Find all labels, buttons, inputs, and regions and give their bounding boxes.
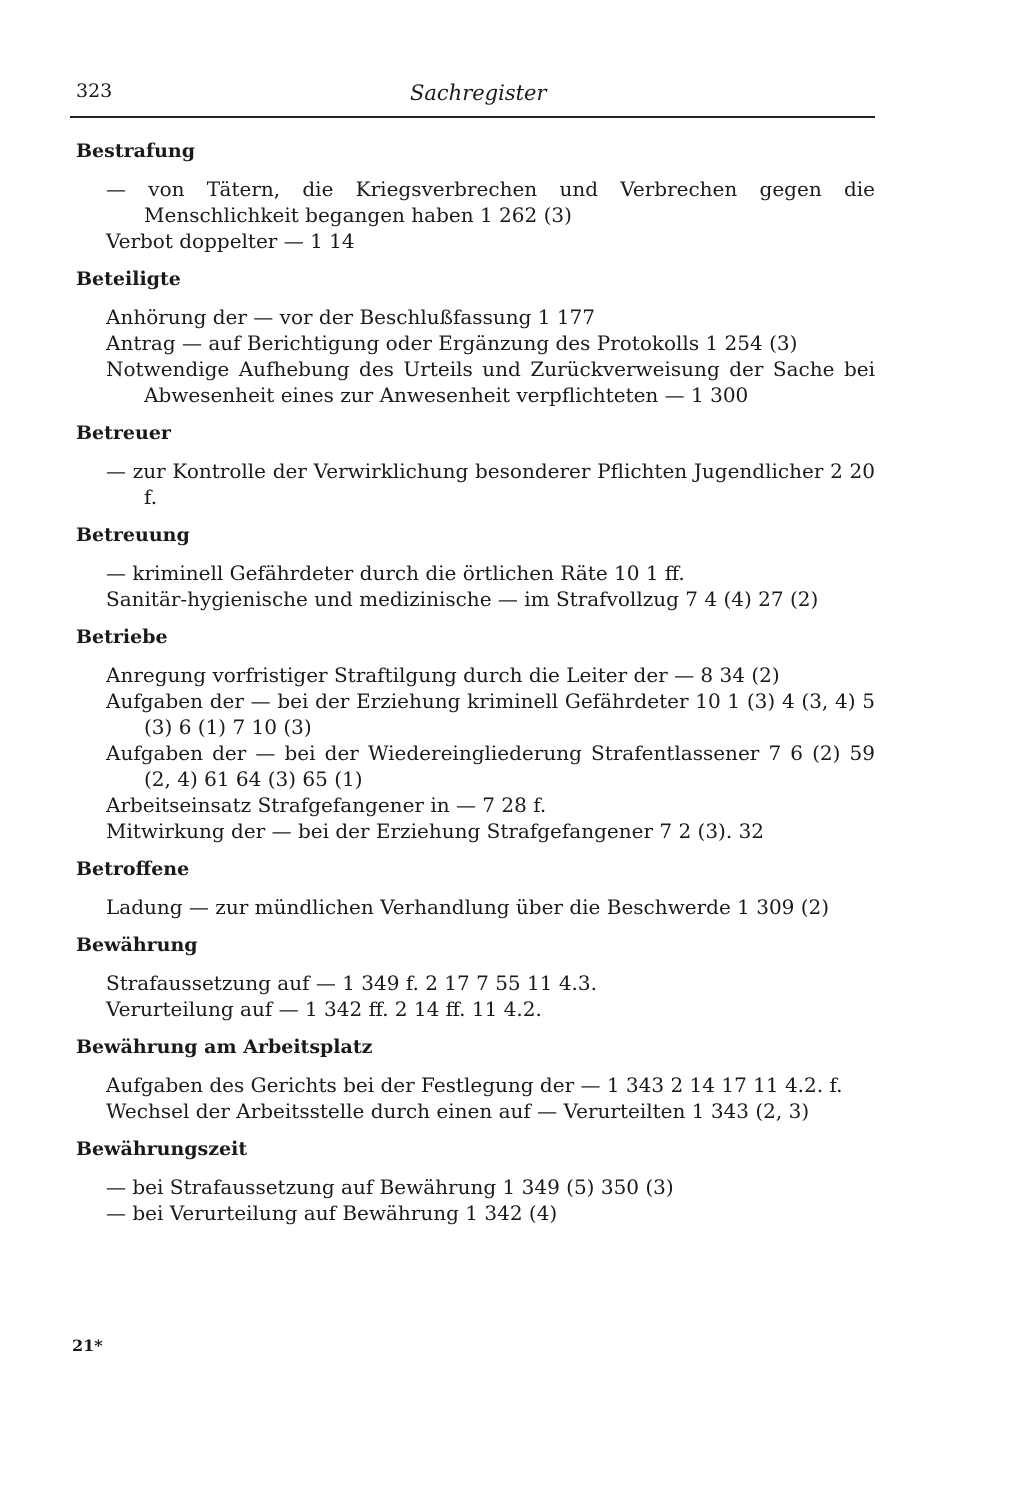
signature-mark: 21* <box>72 1336 103 1355</box>
index-page <box>70 78 875 1240</box>
page-number: 323 <box>76 80 113 102</box>
index-entry <box>70 1036 875 1124</box>
entry-line: Anhörung der — vor der Beschlußfassung 1 177 <box>106 305 596 329</box>
entry-line: — kriminell Gefährdeter durch die örtlichen Räte 10 1 ff. <box>106 561 685 585</box>
index-entry <box>70 934 875 1022</box>
running-title: Sachregister <box>410 81 547 105</box>
entry-line: Sanitär-hygienische und medizinische — im Strafvollzug 7 4 (4) 27 (2) <box>106 587 819 611</box>
entry-line: Arbeitseinsatz Strafgefangener in — 7 28 f. <box>106 793 547 817</box>
entry-line: Ladung — zur mündlichen Verhandlung über die Beschwerde 1 309 (2) <box>106 895 830 919</box>
index-entry <box>70 268 875 408</box>
entry-heading: Beteiligte <box>76 268 181 290</box>
entry-line: Verbot doppelter — 1 14 <box>106 229 355 253</box>
entry-line: Strafaussetzung auf — 1 349 f. 2 17 7 55 11 4.3. <box>106 971 597 995</box>
page-header <box>70 78 875 118</box>
index-entry <box>70 858 875 920</box>
entry-heading: Betroffene <box>76 858 190 880</box>
index-entry <box>70 1138 875 1226</box>
entry-line: — bei Strafaussetzung auf Bewährung 1 349 (5) 350 (3) <box>106 1175 674 1199</box>
entry-heading: Bewährung <box>76 934 198 956</box>
entry-line: — von Tätern, die Kriegsverbrechen und Verbrechen gegen die Menschlichkeit begangen haben 1 262 (3) <box>106 177 875 227</box>
entry-line: Mitwirkung der — bei der Erziehung Strafgefangener 7 2 (3). 32 <box>106 819 765 843</box>
index-entries <box>70 118 875 1226</box>
entry-line: Notwendige Aufhebung des Urteils und Zurückverweisung der Sache bei Abwesenheit eines zur Anwesenheit verpflichteten — 1 300 <box>106 357 875 407</box>
entry-line: Aufgaben des Gerichts bei der Festlegung der — 1 343 2 14 17 11 4.2. f. <box>106 1073 843 1097</box>
entry-line: Aufgaben der — bei der Erziehung kriminell Gefährdeter 10 1 (3) 4 (3, 4) 5 (3) 6 (1) 7 10 (3) <box>106 689 875 739</box>
entry-line: — zur Kontrolle der Verwirklichung besonderer Pflichten Jugendlicher 2 20 f. <box>106 459 875 509</box>
index-entry <box>70 524 875 612</box>
entry-heading: Betreuung <box>76 524 190 546</box>
entry-heading: Betreuer <box>76 422 171 444</box>
index-entry <box>70 140 875 254</box>
entry-line: Verurteilung auf — 1 342 ff. 2 14 ff. 11 4.2. <box>106 997 542 1021</box>
entry-line: Anregung vorfristiger Straftilgung durch die Leiter der — 8 34 (2) <box>106 663 780 687</box>
entry-line: Wechsel der Arbeitsstelle durch einen auf — Verurteilten 1 343 (2, 3) <box>106 1099 810 1123</box>
entry-heading: Bewährung am Arbeitsplatz <box>76 1036 373 1058</box>
index-entry <box>70 422 875 510</box>
entry-heading: Betriebe <box>76 626 168 648</box>
index-entry <box>70 626 875 844</box>
entry-heading: Bestrafung <box>76 140 196 162</box>
entry-line: Antrag — auf Berichtigung oder Ergänzung des Protokolls 1 254 (3) <box>106 331 798 355</box>
entry-line: Aufgaben der — bei der Wiedereingliederung Strafentlassener 7 6 (2) 59 (2, 4) 61 64 (3) 65 (1) <box>106 741 875 791</box>
entry-line: — bei Verurteilung auf Bewährung 1 342 (4) <box>106 1201 558 1225</box>
entry-heading: Bewährungszeit <box>76 1138 248 1160</box>
